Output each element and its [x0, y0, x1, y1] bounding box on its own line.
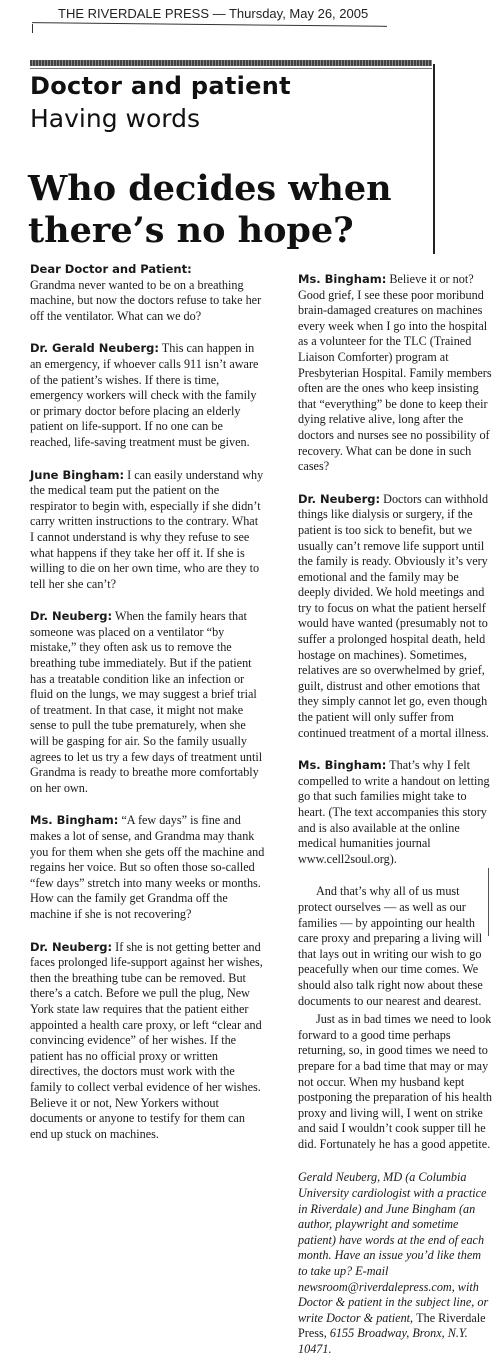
exchange-paragraph: [30, 940, 265, 1143]
speaker-label: Dear Doctor and Patient:: [30, 262, 192, 276]
exchange-paragraph: [30, 609, 265, 796]
exchange-text: Believe it or not? Good grief, I see these poor moribund brain-damaged creatures on machines every week when I go into the hospital as a volunteer for the TLC (Trained Liaison Comforter) program at Presbyterian Hospital. Family members often are the ones who keep insisting that “everything” be done to keep their dying relative alive, long after the doctors and nurses see no possibility of recovery. What can be done in such cases?: [298, 272, 492, 474]
bio-publication: The Riverdale Press,: [298, 1310, 486, 1341]
headline: Who decides when there’s no hope?: [28, 168, 392, 251]
column-header-bar: [30, 60, 432, 66]
exchange-paragraph: [30, 262, 265, 324]
exchange-text: If she is not getting better and faces prolonged life-support against her wishes, then the breathing tube can be removed. But there’s a catch. Before we pull the plug, New York state law requires that the patient either appointed a health care proxy, or left “clear and convincing evidence” of her wishes. If the patient has no official proxy or written directives, the doctors must work with the family to collect verbal evidence of her wishes. Believe it or not, New Yorkers without documents or anyone to testify for them can end up stuck on machines.: [30, 939, 263, 1141]
speaker-label: Ms. Bingham:: [298, 272, 387, 286]
exchange-text: I can easily understand why the medical team put the patient on the respirator to begin with, especially if she didn’t carry written instructions to the contrary. What I cannot understand is why they refuse to see what happens if they take her off it. If she is willing to die on her own time, who are they to tell her she can’t?: [30, 467, 264, 591]
exchange-text: This can happen in an emergency, if whoever calls 911 isn’t aware of the patient’s wishes. If there is time, emergency workers will check with the family or primary doctor before placing an elderly patient on life-support. If no one can be reached, life-saving treatment must be given.: [30, 341, 259, 449]
speaker-label: Ms. Bingham:: [30, 813, 119, 828]
exchange-text: “A few days” is fine and makes a lot of sense, and Grandma may thank you for them when she gets off the machine and regains her voice. But so often those so-called “few days” stretch into many weeks or months. How can the family get Grandma off the machine if she is not recovering?: [30, 813, 265, 921]
exchange-text: Grandma never wanted to be on a breathing machine, but now the doctors refuse to take her off the ventilator. What can we do?: [30, 277, 262, 323]
exchange-paragraph: [298, 758, 493, 867]
right-column: [298, 272, 493, 1370]
speaker-label: June Bingham:: [30, 467, 125, 482]
bio-address: 6155 Broadway, Bronx, N.Y. 10471.: [298, 1326, 468, 1356]
speaker-label: Dr. Neuberg:: [30, 939, 113, 954]
speaker-label: Dr. Neuberg:: [298, 491, 381, 506]
speaker-label: Ms. Bingham:: [298, 758, 387, 773]
column-header-rule: [30, 68, 432, 69]
author-bio: [298, 1170, 493, 1357]
left-column: [30, 262, 265, 1159]
exchange-text: Doctors can withhold things like dialysis or surgery, if the patient is too sick to benefit, but we usually can’t remove life support until the family is ready. Obviously it’s very emotional and the family may be deeply divided. We hold meetings and try to focus on what the patient herself would have wanted (presumably not to suffer a prolonged hospital death, held hostage on machines). Sometimes, relatives are so overwhelmed by grief, guilt, distrust and other emotions that they simply cannot let go, even though the patient will only suffer from continued treatment of a mortal illness.: [298, 491, 489, 740]
masthead: THE RIVERDALE PRESS — Thursday, May 26, 2005: [58, 6, 369, 21]
column-title: Doctor and patient: [30, 72, 291, 100]
closing-paragraph: And that’s why all of us must protect ourselves — as well as our families — by appointing our health care proxy and preparing a living will that lays out in writing our wish to go peacefully when our time comes. We should also talk right now about these documents to our nearest and dearest.: [298, 884, 483, 1008]
exchange-text: When the family hears that someone was placed on a ventilator “by mistake,” they often ask us to remove the breathing tube immediately. But if the patient has a treatable condition like an infection or fluid on the lungs, we may suggest a brief trial of treatment. In that case, it might not make sense to pull the tube prematurely, when she will be gasping for air. So the family usually agrees to let us try a few days of treatment until Grandma is ready to breathe more comfortably on her own.: [30, 609, 263, 795]
exchange-paragraph: [30, 468, 265, 593]
header-vertical-rule: [433, 64, 435, 254]
exchange-text: That’s why I felt compelled to write a handout on letting go that such families might take to heart. (The text accompanies this story and is also available at the online medical humanities journal www.cell2soul.org).: [298, 758, 490, 866]
exchange-paragraph: [298, 492, 493, 742]
masthead-rule: [32, 22, 387, 27]
speaker-label: Dr. Neuberg:: [30, 609, 113, 624]
exchange-paragraph: [30, 341, 265, 450]
margin-mark: [488, 868, 489, 936]
speaker-label: Dr. Gerald Neuberg:: [30, 341, 159, 356]
column-subtitle: Having words: [30, 104, 200, 133]
exchange-paragraph: [298, 272, 493, 475]
closing-paragraph: Just as in bad times we need to look forward to a good time perhaps returning, so, in good times we need to prepare for a bad time that may or may not occur. When my husband kept postponing the preparation of his health proxy and living will, I went on strike and said I wouldn’t cook supper till he did. Fortunately he has a good appetite.: [298, 1012, 492, 1151]
exchange-paragraph: [30, 813, 265, 922]
bio-italic-text: Gerald Neuberg, MD (a Columbia University cardiologist with a practice in Riverdale) and June Bingham (an author, playwright and sometime patient) have words at the end of each month. Have an issue you’d like them to take up? E-mail newsroom@riverdalepress.com, with Doctor & patient in the subject line, or write Doctor & patient,: [298, 1170, 489, 1325]
masthead-tick: [32, 24, 33, 33]
